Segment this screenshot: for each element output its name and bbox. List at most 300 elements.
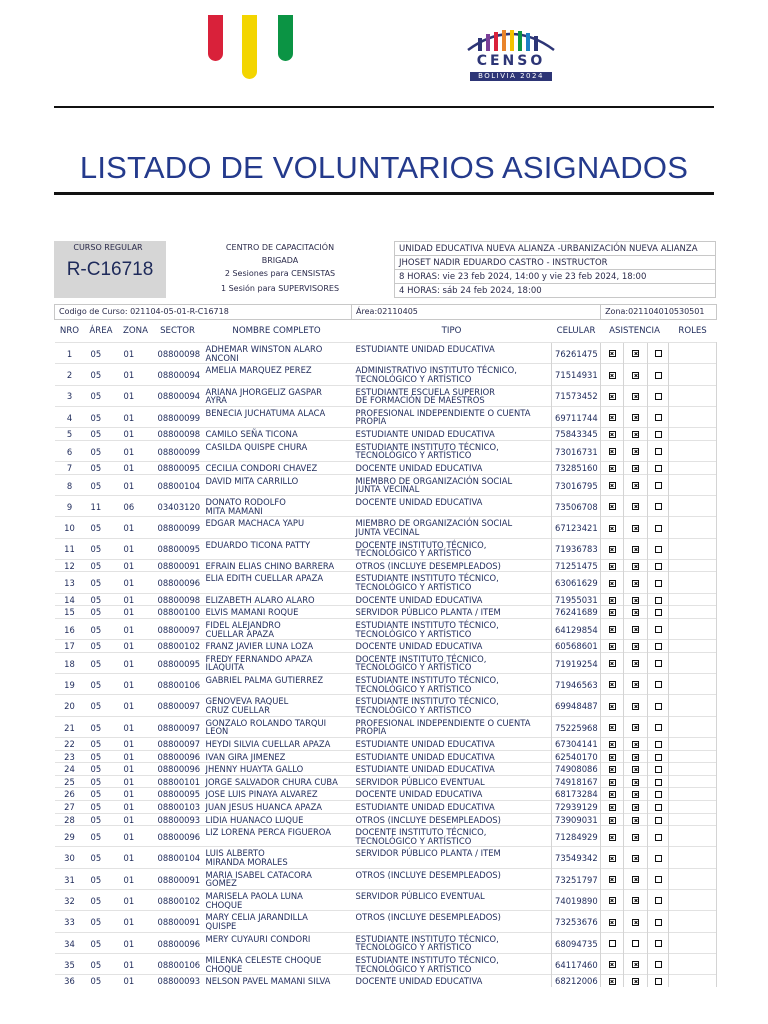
- row-type: [352, 606, 552, 619]
- attendance-checkbox-checked[interactable]: [609, 393, 616, 400]
- row-zone: 01: [118, 847, 154, 868]
- table-row: [55, 775, 717, 788]
- attendance-checkbox-checked[interactable]: [609, 919, 616, 926]
- attendance-checkbox-checked[interactable]: [632, 643, 639, 650]
- name-line: DAVID MITA CARRILLO: [205, 475, 299, 486]
- attendance-checkbox-checked[interactable]: [609, 804, 616, 811]
- attendance-checkbox-empty[interactable]: [655, 393, 662, 400]
- attendance-checkbox-checked[interactable]: [609, 779, 616, 786]
- type-line: TECNOLÓGICO Y ARTÍSTICO: [355, 662, 472, 673]
- row-type: [352, 868, 552, 889]
- attendance-checkbox-checked[interactable]: [632, 876, 639, 883]
- row-area: 05: [85, 462, 118, 475]
- row-area: 05: [85, 538, 118, 559]
- attendance-checkbox-checked[interactable]: [632, 431, 639, 438]
- attendance-checkbox-empty[interactable]: [655, 791, 662, 798]
- course-type-label: CURSO REGULAR: [73, 243, 143, 252]
- schedule-8h: 8 HORAS: vie 23 feb 2024, 14:00 y vie 23 feb 2024, 18:00: [395, 270, 715, 284]
- row-type: [352, 826, 552, 847]
- attendance-checkbox-checked[interactable]: [609, 897, 616, 904]
- attendance-checkbox-empty[interactable]: [655, 876, 662, 883]
- attendance-checkbox-empty[interactable]: [655, 580, 662, 587]
- attendance-checkbox-checked[interactable]: [609, 597, 616, 604]
- row-sector: 08800102: [154, 890, 202, 911]
- row-area: 05: [85, 868, 118, 889]
- attendance-cell: [648, 428, 669, 441]
- attendance-checkbox-empty[interactable]: [655, 643, 662, 650]
- row-full-name: [202, 440, 352, 461]
- attendance-checkbox-empty[interactable]: [655, 503, 662, 510]
- row-phone: 71514931: [552, 364, 601, 385]
- type-line: ESTUDIANTE INSTITUTO TÉCNICO,: [355, 696, 499, 707]
- row-type: [352, 813, 552, 826]
- row-area: 05: [85, 517, 118, 538]
- row-area: 05: [85, 640, 118, 653]
- row-full-name: [202, 559, 352, 572]
- table-row: [55, 890, 717, 911]
- row-zone: 01: [118, 572, 154, 593]
- row-full-name: [202, 813, 352, 826]
- attendance-checkbox-checked[interactable]: [632, 724, 639, 731]
- row-sector: 08800097: [154, 695, 202, 716]
- attendance-checkbox-empty[interactable]: [655, 372, 662, 379]
- row-full-name: [202, 975, 352, 988]
- name-line: CHOQUE: [205, 899, 243, 910]
- attendance-checkbox-checked[interactable]: [632, 961, 639, 968]
- row-roles: [669, 674, 717, 695]
- type-line: MIEMBRO DE ORGANIZACIÓN SOCIAL: [355, 475, 513, 486]
- attendance-cell: [601, 750, 624, 763]
- row-sector: 08800096: [154, 826, 202, 847]
- attendance-checkbox-empty[interactable]: [655, 978, 662, 985]
- row-type: [352, 572, 552, 593]
- col-nro: NRO: [55, 320, 85, 343]
- attendance-checkbox-empty[interactable]: [655, 350, 662, 357]
- attendance-cell: [601, 640, 624, 653]
- row-phone: 71919254: [552, 652, 601, 673]
- attendance-checkbox-empty[interactable]: [655, 754, 662, 761]
- type-line: DOCENTE INSTITUTO TÉCNICO,: [355, 653, 487, 664]
- attendance-checkbox-empty[interactable]: [655, 897, 662, 904]
- attendance-checkbox-checked[interactable]: [632, 609, 639, 616]
- table-row: [55, 538, 717, 559]
- attendance-checkbox-empty[interactable]: [655, 482, 662, 489]
- attendance-checkbox-checked[interactable]: [632, 503, 639, 510]
- attendance-checkbox-checked[interactable]: [609, 817, 616, 824]
- attendance-checkbox-checked[interactable]: [632, 855, 639, 862]
- row-phone: 69948487: [552, 695, 601, 716]
- row-phone: 63061629: [552, 572, 601, 593]
- attendance-checkbox-checked[interactable]: [632, 414, 639, 421]
- row-full-name: [202, 868, 352, 889]
- attendance-checkbox-checked[interactable]: [609, 580, 616, 587]
- attendance-checkbox-checked[interactable]: [609, 431, 616, 438]
- type-line: OTROS (INCLUYE DESEMPLEADOS): [355, 912, 501, 923]
- attendance-checkbox-checked[interactable]: [632, 580, 639, 587]
- attendance-checkbox-checked[interactable]: [609, 961, 616, 968]
- type-line: MIEMBRO DE ORGANIZACIÓN SOCIAL: [355, 518, 513, 529]
- type-line: TECNOLÓGICO Y ARTÍSTICO: [355, 942, 472, 953]
- type-line: PROFESIONAL INDEPENDIENTE O CUENTA: [355, 717, 531, 728]
- type-line: OTROS (INCLUYE DESEMPLEADOS): [355, 869, 501, 880]
- attendance-checkbox-empty[interactable]: [655, 525, 662, 532]
- attendance-checkbox-empty[interactable]: [632, 940, 639, 947]
- attendance-checkbox-checked[interactable]: [632, 525, 639, 532]
- attendance-checkbox-checked[interactable]: [609, 372, 616, 379]
- top-divider: [54, 106, 714, 108]
- attendance-checkbox-checked[interactable]: [609, 766, 616, 773]
- row-zone: 01: [118, 750, 154, 763]
- row-full-name: [202, 775, 352, 788]
- type-line: SERVIDOR PÚBLICO PLANTA / ITEM: [355, 848, 501, 859]
- row-roles: [669, 640, 717, 653]
- attendance-cell: [648, 559, 669, 572]
- table-row: [55, 738, 717, 751]
- attendance-checkbox-empty[interactable]: [655, 414, 662, 421]
- attendance-checkbox-checked[interactable]: [632, 546, 639, 553]
- attendance-checkbox-checked[interactable]: [632, 754, 639, 761]
- table-row: [55, 385, 717, 406]
- attendance-checkbox-checked[interactable]: [632, 482, 639, 489]
- attendance-checkbox-checked[interactable]: [632, 660, 639, 667]
- attendance-checkbox-checked[interactable]: [609, 724, 616, 731]
- row-phone: 73251797: [552, 868, 601, 889]
- attendance-checkbox-empty[interactable]: [655, 817, 662, 824]
- attendance-cell: [624, 462, 648, 475]
- attendance-cell: [624, 932, 648, 953]
- row-full-name: [202, 652, 352, 673]
- attendance-checkbox-checked[interactable]: [609, 525, 616, 532]
- attendance-checkbox-checked[interactable]: [609, 563, 616, 570]
- attendance-checkbox-empty[interactable]: [655, 855, 662, 862]
- attendance-checkbox-empty[interactable]: [655, 597, 662, 604]
- attendance-cell: [624, 788, 648, 801]
- attendance-checkbox-checked[interactable]: [609, 754, 616, 761]
- row-area: 05: [85, 428, 118, 441]
- row-type: [352, 975, 552, 988]
- table-row: [55, 911, 717, 932]
- attendance-checkbox-empty[interactable]: [655, 804, 662, 811]
- row-phone: 64129854: [552, 618, 601, 639]
- attendance-checkbox-checked[interactable]: [632, 919, 639, 926]
- attendance-checkbox-checked[interactable]: [632, 897, 639, 904]
- green-stripe: [278, 15, 293, 61]
- row-phone: 71284929: [552, 826, 601, 847]
- row-full-name: [202, 911, 352, 932]
- attendance-checkbox-empty[interactable]: [655, 431, 662, 438]
- attendance-cell: [601, 813, 624, 826]
- row-area: 05: [85, 911, 118, 932]
- row-zone: 06: [118, 495, 154, 516]
- row-number: 7: [55, 462, 85, 475]
- row-number: 24: [55, 763, 85, 776]
- row-phone: 71573452: [552, 385, 601, 406]
- attendance-cell: [624, 440, 648, 461]
- row-number: 35: [55, 953, 85, 974]
- row-area: 05: [85, 847, 118, 868]
- type-line: ESTUDIANTE INSTITUTO TÉCNICO,: [355, 573, 499, 584]
- row-sector: 08800093: [154, 813, 202, 826]
- table-row: [55, 788, 717, 801]
- attendance-checkbox-checked[interactable]: [632, 791, 639, 798]
- table-row: [55, 800, 717, 813]
- row-sector: 08800091: [154, 868, 202, 889]
- table-row: [55, 572, 717, 593]
- attendance-checkbox-empty[interactable]: [655, 563, 662, 570]
- attendance-checkbox-checked[interactable]: [609, 834, 616, 841]
- attendance-cell: [601, 440, 624, 461]
- row-full-name: [202, 572, 352, 593]
- name-line: CAMILO SEÑA TICONA: [205, 429, 298, 440]
- row-number: 15: [55, 606, 85, 619]
- attendance-cell: [601, 652, 624, 673]
- attendance-cell: [624, 975, 648, 988]
- name-line: CUELLAR APAZA: [205, 628, 274, 639]
- type-line: DOCENTE UNIDAD EDUCATIVA: [355, 463, 483, 474]
- row-type: [352, 618, 552, 639]
- attendance-cell: [601, 385, 624, 406]
- attendance-checkbox-checked[interactable]: [632, 626, 639, 633]
- attendance-cell: [601, 738, 624, 751]
- row-number: 22: [55, 738, 85, 751]
- row-number: 8: [55, 474, 85, 495]
- attendance-checkbox-checked[interactable]: [632, 779, 639, 786]
- type-line: ESTUDIANTE UNIDAD EDUCATIVA: [355, 429, 495, 440]
- attendance-checkbox-checked[interactable]: [609, 741, 616, 748]
- row-roles: [669, 343, 717, 364]
- attendance-checkbox-checked[interactable]: [632, 372, 639, 379]
- row-sector: 08800106: [154, 953, 202, 974]
- row-number: 5: [55, 428, 85, 441]
- row-number: 1: [55, 343, 85, 364]
- attendance-checkbox-checked[interactable]: [632, 834, 639, 841]
- attendance-cell: [624, 343, 648, 364]
- attendance-checkbox-empty[interactable]: [655, 919, 662, 926]
- attendance-cell: [648, 652, 669, 673]
- attendance-checkbox-checked[interactable]: [609, 978, 616, 985]
- row-sector: 08800098: [154, 428, 202, 441]
- attendance-cell: [601, 593, 624, 606]
- row-roles: [669, 800, 717, 813]
- attendance-cell: [648, 775, 669, 788]
- row-type: [352, 406, 552, 427]
- attendance-checkbox-checked[interactable]: [609, 703, 616, 710]
- row-roles: [669, 385, 717, 406]
- row-type: [352, 385, 552, 406]
- center-line: CENTRO DE CAPACITACIÓN: [225, 243, 335, 252]
- type-line: DE FORMACIÓN DE MAESTROS: [355, 395, 485, 406]
- row-full-name: [202, 788, 352, 801]
- row-phone: 73549342: [552, 847, 601, 868]
- attendance-checkbox-checked[interactable]: [609, 482, 616, 489]
- row-sector: 08800098: [154, 343, 202, 364]
- attendance-checkbox-checked[interactable]: [609, 855, 616, 862]
- attendance-checkbox-checked[interactable]: [632, 465, 639, 472]
- row-area: 05: [85, 813, 118, 826]
- row-full-name: [202, 538, 352, 559]
- row-number: 34: [55, 932, 85, 953]
- attendance-checkbox-empty[interactable]: [655, 546, 662, 553]
- attendance-checkbox-empty[interactable]: [655, 703, 662, 710]
- table-row: [55, 618, 717, 639]
- attendance-checkbox-empty[interactable]: [655, 961, 662, 968]
- attendance-checkbox-checked[interactable]: [609, 350, 616, 357]
- attendance-cell: [601, 911, 624, 932]
- type-line: ESTUDIANTE UNIDAD EDUCATIVA: [355, 801, 495, 812]
- row-roles: [669, 406, 717, 427]
- row-type: [352, 364, 552, 385]
- row-type: [352, 750, 552, 763]
- attendance-cell: [648, 462, 669, 475]
- attendance-checkbox-empty[interactable]: [609, 940, 616, 947]
- attendance-checkbox-checked[interactable]: [609, 643, 616, 650]
- row-full-name: [202, 474, 352, 495]
- school-schedule-info: [394, 241, 716, 298]
- attendance-checkbox-checked[interactable]: [609, 681, 616, 688]
- attendance-cell: [601, 800, 624, 813]
- name-line: ELIZABETH ALARO ALARO: [205, 594, 315, 605]
- row-area: 05: [85, 890, 118, 911]
- attendance-checkbox-empty[interactable]: [655, 741, 662, 748]
- row-sector: 08800096: [154, 750, 202, 763]
- type-line: TECNOLÓGICO Y ARTÍSTICO: [355, 582, 472, 593]
- attendance-checkbox-checked[interactable]: [609, 414, 616, 421]
- name-line: EDUARDO TICONA PATTY: [205, 539, 311, 550]
- center-line: 1 Sesión para SUPERVISORES: [220, 284, 340, 293]
- attendance-checkbox-checked[interactable]: [632, 597, 639, 604]
- name-line: AMELIA MARQUEZ PEREZ: [205, 365, 312, 376]
- attendance-checkbox-checked[interactable]: [609, 609, 616, 616]
- row-full-name: [202, 932, 352, 953]
- row-roles: [669, 495, 717, 516]
- name-line: DONATO RODOLFO: [205, 496, 286, 507]
- row-sector: 08800100: [154, 606, 202, 619]
- attendance-cell: [601, 932, 624, 953]
- row-zone: 01: [118, 953, 154, 974]
- attendance-checkbox-checked[interactable]: [609, 546, 616, 553]
- row-full-name: [202, 640, 352, 653]
- row-area: 05: [85, 750, 118, 763]
- row-sector: 08800097: [154, 716, 202, 737]
- volunteers-table: [54, 304, 717, 987]
- name-line: ELVIS MAMANI ROQUE: [205, 607, 299, 618]
- row-roles: [669, 890, 717, 911]
- attendance-checkbox-checked[interactable]: [632, 741, 639, 748]
- attendance-checkbox-checked[interactable]: [609, 660, 616, 667]
- attendance-checkbox-checked[interactable]: [609, 448, 616, 455]
- row-area: 05: [85, 618, 118, 639]
- row-zone: 01: [118, 868, 154, 889]
- row-type: [352, 517, 552, 538]
- attendance-cell: [601, 847, 624, 868]
- attendance-checkbox-checked[interactable]: [609, 503, 616, 510]
- attendance-checkbox-checked[interactable]: [632, 804, 639, 811]
- table-row: [55, 813, 717, 826]
- attendance-checkbox-empty[interactable]: [655, 834, 662, 841]
- attendance-checkbox-checked[interactable]: [632, 350, 639, 357]
- attendance-checkbox-empty[interactable]: [655, 779, 662, 786]
- row-number: 17: [55, 640, 85, 653]
- attendance-cell: [648, 440, 669, 461]
- row-area: 05: [85, 440, 118, 461]
- area-meta: Área:02110405: [352, 305, 601, 320]
- attendance-checkbox-checked[interactable]: [632, 817, 639, 824]
- attendance-checkbox-empty[interactable]: [655, 465, 662, 472]
- attendance-cell: [648, 495, 669, 516]
- attendance-checkbox-checked[interactable]: [632, 681, 639, 688]
- row-phone: 74019890: [552, 890, 601, 911]
- row-type: [352, 932, 552, 953]
- type-line: JUNTA VECINAL: [355, 484, 420, 495]
- attendance-checkbox-checked[interactable]: [632, 563, 639, 570]
- row-roles: [669, 911, 717, 932]
- attendance-checkbox-checked[interactable]: [609, 791, 616, 798]
- type-line: PROPIA: [355, 416, 387, 427]
- table-row: [55, 847, 717, 868]
- col-celular: CELULAR: [552, 320, 601, 343]
- row-roles: [669, 618, 717, 639]
- table-row: [55, 674, 717, 695]
- row-area: 11: [85, 495, 118, 516]
- row-sector: 08800094: [154, 364, 202, 385]
- attendance-cell: [601, 868, 624, 889]
- row-zone: 01: [118, 975, 154, 988]
- attendance-cell: [648, 750, 669, 763]
- attendance-cell: [601, 695, 624, 716]
- type-line: TECNOLÓGICO Y ARTÍSTICO: [355, 705, 472, 716]
- attendance-cell: [624, 652, 648, 673]
- attendance-checkbox-checked[interactable]: [632, 703, 639, 710]
- row-number: 6: [55, 440, 85, 461]
- attendance-checkbox-checked[interactable]: [609, 876, 616, 883]
- course-code-box: [54, 241, 166, 298]
- attendance-cell: [624, 911, 648, 932]
- attendance-cell: [648, 385, 669, 406]
- attendance-checkbox-empty[interactable]: [655, 940, 662, 947]
- attendance-cell: [601, 826, 624, 847]
- name-line: JUAN JESUS HUANCA APAZA: [205, 801, 323, 812]
- row-type: [352, 559, 552, 572]
- attendance-checkbox-checked[interactable]: [609, 465, 616, 472]
- row-sector: 08800106: [154, 674, 202, 695]
- instructor-name: JHOSET NADIR EDUARDO CASTRO - INSTRUCTOR: [395, 256, 715, 270]
- attendance-checkbox-empty[interactable]: [655, 609, 662, 616]
- row-phone: 73285160: [552, 462, 601, 475]
- attendance-checkbox-checked[interactable]: [632, 448, 639, 455]
- attendance-checkbox-checked[interactable]: [632, 766, 639, 773]
- attendance-checkbox-checked[interactable]: [632, 978, 639, 985]
- row-full-name: [202, 385, 352, 406]
- name-line: GONZALO ROLANDO TARQUI: [205, 717, 327, 728]
- row-type: [352, 462, 552, 475]
- training-center-info: [166, 241, 394, 298]
- attendance-checkbox-empty[interactable]: [655, 660, 662, 667]
- attendance-cell: [648, 406, 669, 427]
- attendance-checkbox-checked[interactable]: [632, 393, 639, 400]
- name-line: MERY CUYAURI CONDORI: [205, 933, 311, 944]
- attendance-checkbox-empty[interactable]: [655, 626, 662, 633]
- attendance-checkbox-checked[interactable]: [609, 626, 616, 633]
- attendance-checkbox-empty[interactable]: [655, 724, 662, 731]
- row-zone: 01: [118, 440, 154, 461]
- row-full-name: [202, 593, 352, 606]
- attendance-checkbox-empty[interactable]: [655, 681, 662, 688]
- attendance-checkbox-empty[interactable]: [655, 448, 662, 455]
- row-full-name: [202, 953, 352, 974]
- attendance-cell: [601, 975, 624, 988]
- row-roles: [669, 606, 717, 619]
- attendance-checkbox-empty[interactable]: [655, 766, 662, 773]
